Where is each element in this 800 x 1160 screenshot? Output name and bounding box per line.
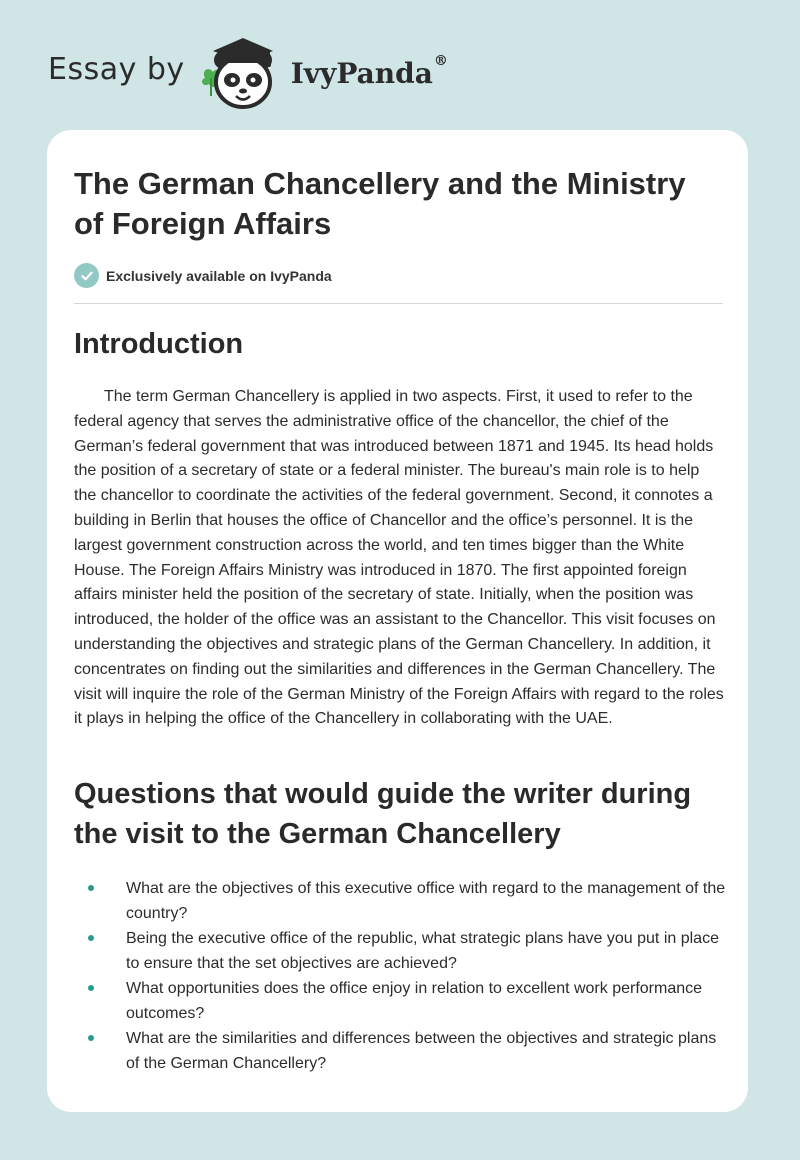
list-item-text: What are the similarities and differences between the objectives and strategic plans of the German Chancellery? [126,1030,717,1072]
bullet-icon [88,1035,94,1041]
list-item [126,876,726,926]
divider [74,303,723,304]
list-item-text: Being the executive office of the republic, what strategic plans have you put in place to ensure that the set objectives are achieved? [126,930,719,972]
bullet-icon [88,985,94,991]
bullet-icon [88,885,94,891]
exclusive-badge [74,263,332,288]
questions-list [126,876,726,1076]
essay-card [47,130,748,1112]
list-item [126,926,726,976]
list-item [126,976,726,1026]
essay-by-label: Essay by [48,51,185,87]
list-item [126,1026,726,1076]
bullet-icon [88,935,94,941]
introduction-heading: Introduction [74,328,244,360]
trademark-symbol: ® [433,52,448,69]
list-item-text: What are the objectives of this executive office with regard to the management of the country? [126,880,726,922]
page-title: The German Chancellery and the Ministry of Foreign Affairs [74,166,686,241]
panda-graduate-icon [199,34,283,114]
badge-label: Exclusively available on IvyPanda [106,267,332,284]
list-item-text: What opportunities does the office enjoy in relation to excellent work performance outcomes? [126,980,703,1022]
brand-name[interactable]: IvyPanda® [290,52,448,90]
introduction-paragraph: The term German Chancellery is applied in two aspects. First, it used to refer to the federal agency that serves the administrative office of the chancellor, the chief of the German’s federal government that was introduced between 1871 and 1945. Its head holds the position of a secretary of state or a federal minister. The bureau's main role is to help the chancellor to coordinate the activities of the federal government. Second, it connotes a building in Berlin that houses the office of Chancellor and the office’s personnel. It is the largest government construction across the world, and ten times bigger than the White House. The Foreign Affairs Ministry was introduced in 1870. The first appointed foreign affairs minister held the position of the secretary of state. Initially, when the position was introduced, the holder of the office was an assistant to the Chancellor. This visit focuses on understanding the objectives and strategic plans of the German Chancellery. In addition, it concentrates on finding out the similarities and differences in the German Chancellery. The visit will inquire the role of the German Ministry of the Foreign Affairs with regard to the roles it plays in helping the office of the Chancellery in collaborating with the UAE. [74,388,724,728]
check-circle-icon [74,263,99,288]
site-header [48,34,448,114]
questions-heading: Questions that would guide the writer during the visit to the German Chancellery [74,778,692,850]
